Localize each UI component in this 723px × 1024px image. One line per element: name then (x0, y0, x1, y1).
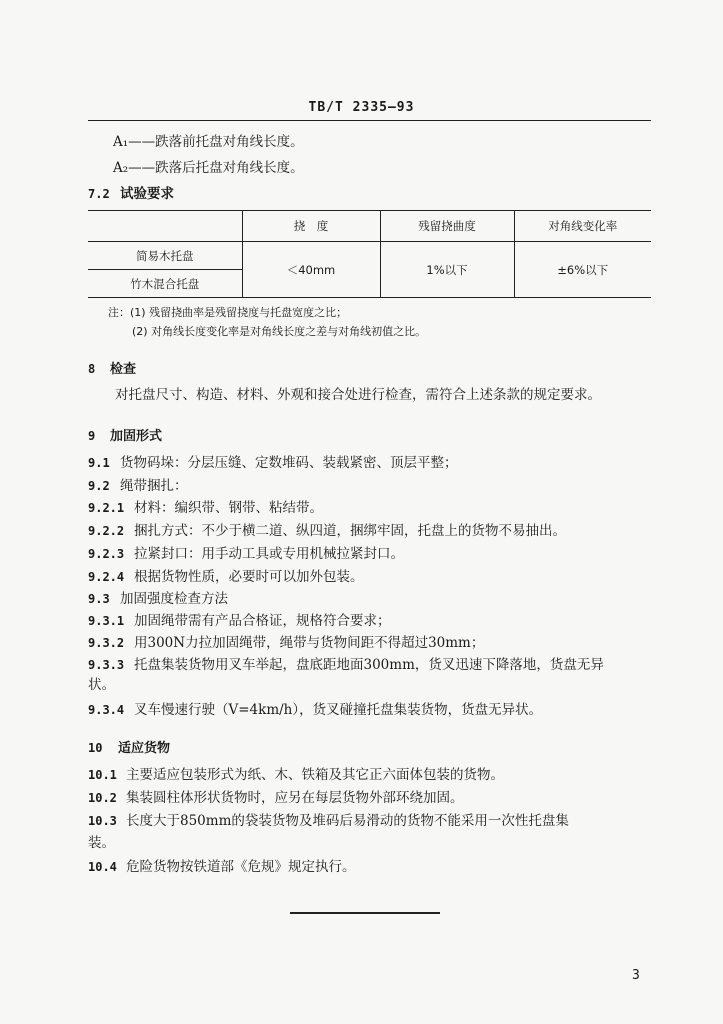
table-header-row (88, 211, 651, 242)
table-header-residual: 残留挠曲度 (380, 211, 514, 242)
clause-number: 9.3.3 (88, 658, 125, 672)
definition-symbol: A₁ (113, 134, 129, 150)
section-7-2-heading (88, 185, 174, 203)
clause-number: 9.3.1 (88, 614, 125, 628)
note-text: (2) 对角线长度变化率是对角线长度之差与对角线初值之比。 (132, 325, 427, 338)
table-row (88, 242, 651, 270)
clause-10-2 (88, 789, 464, 807)
standard-code-header: TB/T 2335—93 (308, 100, 415, 115)
page-number: 3 (632, 968, 640, 983)
section-number: 9 (88, 429, 96, 443)
clause-text: 绳带捆扎： (120, 478, 188, 494)
definition-symbol: A₂ (113, 160, 129, 176)
clause-number: 9.3 (88, 592, 110, 606)
clause-9-2-3 (88, 545, 404, 563)
clause-9-3-4 (88, 701, 542, 719)
clause-9-3-3 (88, 656, 651, 674)
section-number: 7.2 (88, 187, 110, 201)
clause-text: 加固绳带需有产品合格证，规格符合要求； (134, 613, 391, 629)
table-header-diagonal: 对角线变化率 (514, 211, 651, 242)
end-rule (290, 912, 440, 914)
table-cell-deflection: ＜40mm (242, 242, 380, 298)
definition-a2 (113, 159, 304, 177)
clause-9-3 (88, 590, 228, 608)
clause-number: 10.3 (88, 814, 117, 828)
clause-text: 长度大于850mm的袋装货物及堆码后易滑动的货物不能采用一次性托盘集 (126, 813, 569, 829)
section-8-body: 对托盘尺寸、构造、材料、外观和接合处进行检查，需符合上述条款的规定要求。 (115, 387, 601, 403)
clause-text: 加固强度检查方法 (120, 591, 228, 607)
section-title: 检查 (110, 362, 137, 377)
note-text: (1) 残留挠曲率是残留挠度与托盘宽度之比； (130, 306, 348, 319)
section-title: 试验要求 (120, 186, 174, 202)
table-header-blank (88, 211, 242, 242)
clause-number: 9.1 (88, 456, 110, 470)
clause-9-2-1 (88, 499, 323, 517)
clause-text: 拉紧封口：用手动工具或专用机械拉紧封口。 (134, 546, 404, 562)
clause-text: 叉车慢速行驶（V=4km/h），货叉碰撞托盘集装货物，货盘无异状。 (134, 702, 543, 718)
section-9-heading (88, 427, 162, 446)
table-row-label: 竹木混合托盘 (88, 270, 242, 298)
clause-number: 9.2.2 (88, 524, 125, 538)
section-8-heading (88, 360, 136, 379)
table-note-2 (132, 323, 426, 339)
definition-text: ——跌落前托盘对角线长度。 (128, 134, 304, 150)
clause-number: 9.2 (88, 479, 110, 493)
clause-10-3 (88, 812, 569, 830)
test-requirements-table (88, 210, 651, 298)
clause-number: 10.4 (88, 860, 117, 874)
section-title: 加固形式 (110, 429, 163, 444)
clause-9-3-1 (88, 612, 391, 630)
clause-text: 用300N力拉加固绳带，绳带与货物间距不得超过30mm； (134, 635, 485, 651)
clause-9-1 (88, 454, 458, 472)
header-rule (88, 120, 651, 121)
clause-text: 捆扎方式：不少于横二道、纵四道，捆绑牢固，托盘上的货物不易抽出。 (134, 523, 566, 539)
clause-text: 根据货物性质，必要时可以加外包装。 (134, 569, 364, 585)
note-label: 注： (108, 306, 130, 319)
section-title: 适应货物 (118, 741, 171, 756)
clause-text: 材料：编织带、钢带、粘结带。 (134, 500, 323, 516)
definition-text: ——跌落后托盘对角线长度。 (128, 160, 304, 176)
section-10-heading (88, 739, 170, 758)
table-cell-diagonal: ±6%以下 (514, 242, 651, 298)
section-number: 8 (88, 362, 96, 376)
clause-number: 9.2.1 (88, 501, 125, 515)
clause-9-2-2 (88, 522, 566, 540)
clause-text: 主要适应包装形式为纸、木、铁箱及其它正六面体包装的货物。 (126, 767, 504, 783)
clause-number: 9.2.4 (88, 570, 125, 584)
clause-number: 9.3.4 (88, 703, 125, 717)
table-note-1 (108, 304, 347, 320)
clause-9-2 (88, 477, 188, 495)
clause-text: 危险货物按铁道部《危规》规定执行。 (126, 859, 356, 875)
clause-text: 托盘集装货物用叉车举起，盘底距地面300mm，货叉迅速下降落地，货盘无异 (134, 657, 604, 673)
section-number: 10 (88, 741, 103, 755)
clause-number: 10.2 (88, 791, 117, 805)
clause-text: 货物码垛：分层压缝、定数堆码、装载紧密、顶层平整； (120, 455, 458, 471)
table-cell-residual: 1%以下 (380, 242, 514, 298)
clause-10-1 (88, 766, 504, 784)
clause-number: 9.3.2 (88, 636, 125, 650)
clause-number: 10.1 (88, 768, 117, 782)
table-header-deflection: 挠 度 (242, 211, 380, 242)
table-row-label: 简易木托盘 (88, 242, 242, 270)
clause-10-3-continuation: 装。 (88, 835, 115, 851)
clause-9-3-3-continuation: 状。 (88, 677, 115, 693)
clause-text: 集装圆柱体形状货物时，应另在每层货物外部环绕加固。 (126, 790, 464, 806)
clause-9-3-2 (88, 634, 484, 652)
definition-a1 (113, 133, 304, 151)
clause-10-4 (88, 858, 356, 876)
clause-9-2-4 (88, 568, 364, 586)
clause-number: 9.2.3 (88, 547, 125, 561)
